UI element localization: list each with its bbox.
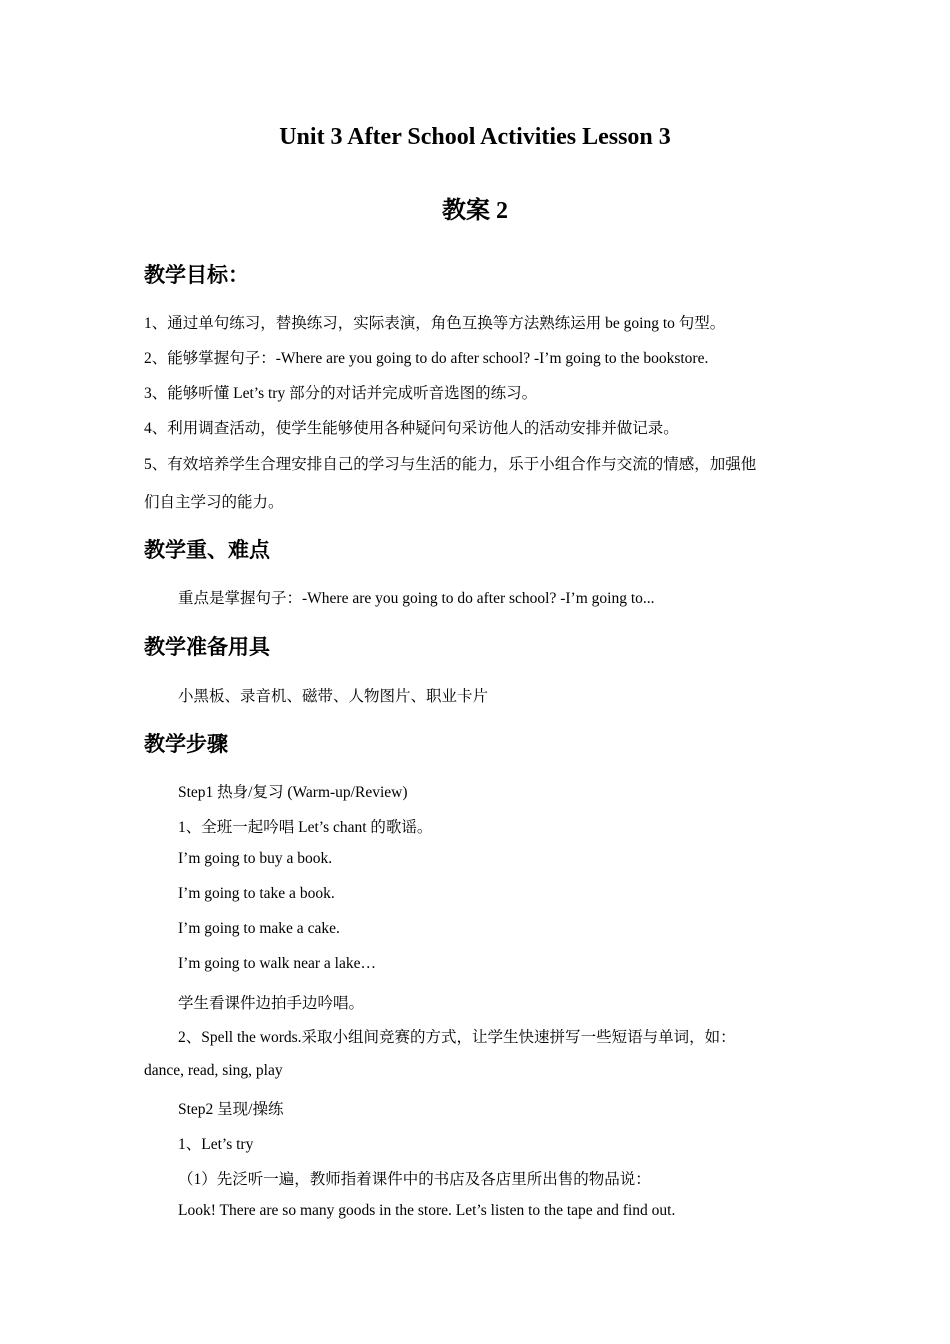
materials-text: 小黑板、录音机、磁带、人物图片、职业卡片 (178, 688, 489, 705)
objective-item: 2、能够掌握句子：-Where are you going to do after school? -I’m going to the bookstore. (144, 350, 709, 367)
step-line: I’m going to walk near a lake… (178, 955, 376, 972)
document-title: Unit 3 After School Activities Lesson 3 (279, 124, 671, 150)
step-line: dance, read, sing, play (144, 1062, 283, 1079)
step-line: 1、Let’s try (178, 1136, 254, 1153)
objective-item: 4、利用调查活动，使学生能够使用各种疑问句采访他人的活动安排并做记录。 (144, 420, 679, 437)
step-line: Step1 热身/复习 (Warm-up/Review) (178, 784, 408, 801)
step-line: 1、全班一起吟唱 Let’s chant 的歌谣。 (178, 819, 433, 836)
objective-item: 1、通过单句练习，替换练习，实际表演，角色互换等方法熟练运用 be going to 句型。 (144, 315, 726, 332)
document-subtitle: 教案 2 (442, 198, 508, 224)
key-points-heading: 教学重、难点 (144, 538, 270, 562)
step-line: 学生看课件边拍手边吟唱。 (178, 995, 365, 1012)
objectives-heading: 教学目标： (144, 263, 249, 287)
materials-heading: 教学准备用具 (144, 635, 270, 659)
objective-item: 3、能够听懂 Let’s try 部分的对话并完成听音选图的练习。 (144, 385, 538, 402)
step-line: I’m going to take a book. (178, 885, 335, 902)
key-points-text: 重点是掌握句子：-Where are you going to do after school? -I’m going to... (178, 590, 655, 607)
step-line: I’m going to make a cake. (178, 920, 340, 937)
step-line: I’m going to buy a book. (178, 850, 333, 867)
step-line: （1）先泛听一遍，教师指着课件中的书店及各店里所出售的物品说： (178, 1171, 651, 1188)
step-line: Look! There are so many goods in the store. Let’s listen to the tape and find out. (178, 1202, 676, 1219)
step-line: 2、Spell the words.采取小组间竞赛的方式，让学生快速拼写一些短语与单词，如： (178, 1029, 736, 1046)
objective-item: 们自主学习的能力。 (144, 494, 284, 511)
objective-item: 5、有效培养学生合理安排自己的学习与生活的能力，乐于小组合作与交流的情感，加强他 (144, 456, 757, 473)
step-line: Step2 呈现/操练 (178, 1101, 284, 1118)
steps-heading: 教学步骤 (144, 732, 228, 756)
